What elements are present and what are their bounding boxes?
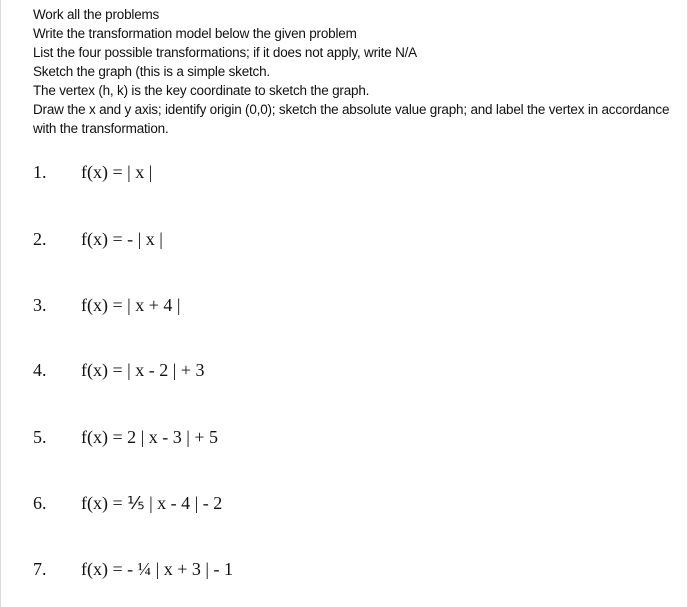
problem-item: [33, 228, 163, 250]
problem-expression: f(x) = 2 | x - 3 | + 5: [81, 427, 218, 447]
instruction-line: Work all the problems: [33, 7, 160, 22]
problem-item: [33, 294, 181, 316]
problem-number: 2.: [33, 229, 47, 249]
problem-number: 1.: [33, 162, 47, 182]
problem-expression: f(x) = - | x |: [81, 229, 163, 249]
problem-number: 5.: [33, 427, 47, 447]
problem-number: 7.: [33, 559, 47, 579]
instruction-line: Draw the x and y axis; identify origin (0,0); sketch the absolute value graph; and label the vertex in accordance with the transformation.: [33, 102, 670, 136]
problem-item: [33, 492, 222, 514]
problem-expression: f(x) = - ¼ | x + 3 | - 1: [81, 559, 233, 579]
instructions-block: [33, 5, 673, 138]
problem-number: 3.: [33, 295, 47, 315]
instruction-line: List the four possible transformations; if it does not apply, write N/A: [33, 45, 417, 60]
problem-item: [33, 426, 218, 448]
problem-item: [33, 359, 205, 381]
problem-number: 4.: [33, 360, 47, 380]
instruction-line: Write the transformation model below the given problem: [33, 26, 357, 41]
instruction-line: Sketch the graph (this is a simple sketch.: [33, 64, 270, 79]
problem-item: [33, 161, 152, 183]
instruction-line: The vertex (h, k) is the key coordinate to sketch the graph.: [33, 83, 370, 98]
problem-expression: f(x) = | x |: [81, 162, 153, 182]
problem-item: [33, 558, 233, 580]
problem-expression: f(x) = | x - 2 | + 3: [81, 360, 205, 380]
problem-expression: f(x) = | x + 4 |: [81, 295, 181, 315]
problem-number: 6.: [33, 493, 47, 513]
problem-expression: f(x) = ⅕ | x - 4 | - 2: [81, 493, 223, 513]
